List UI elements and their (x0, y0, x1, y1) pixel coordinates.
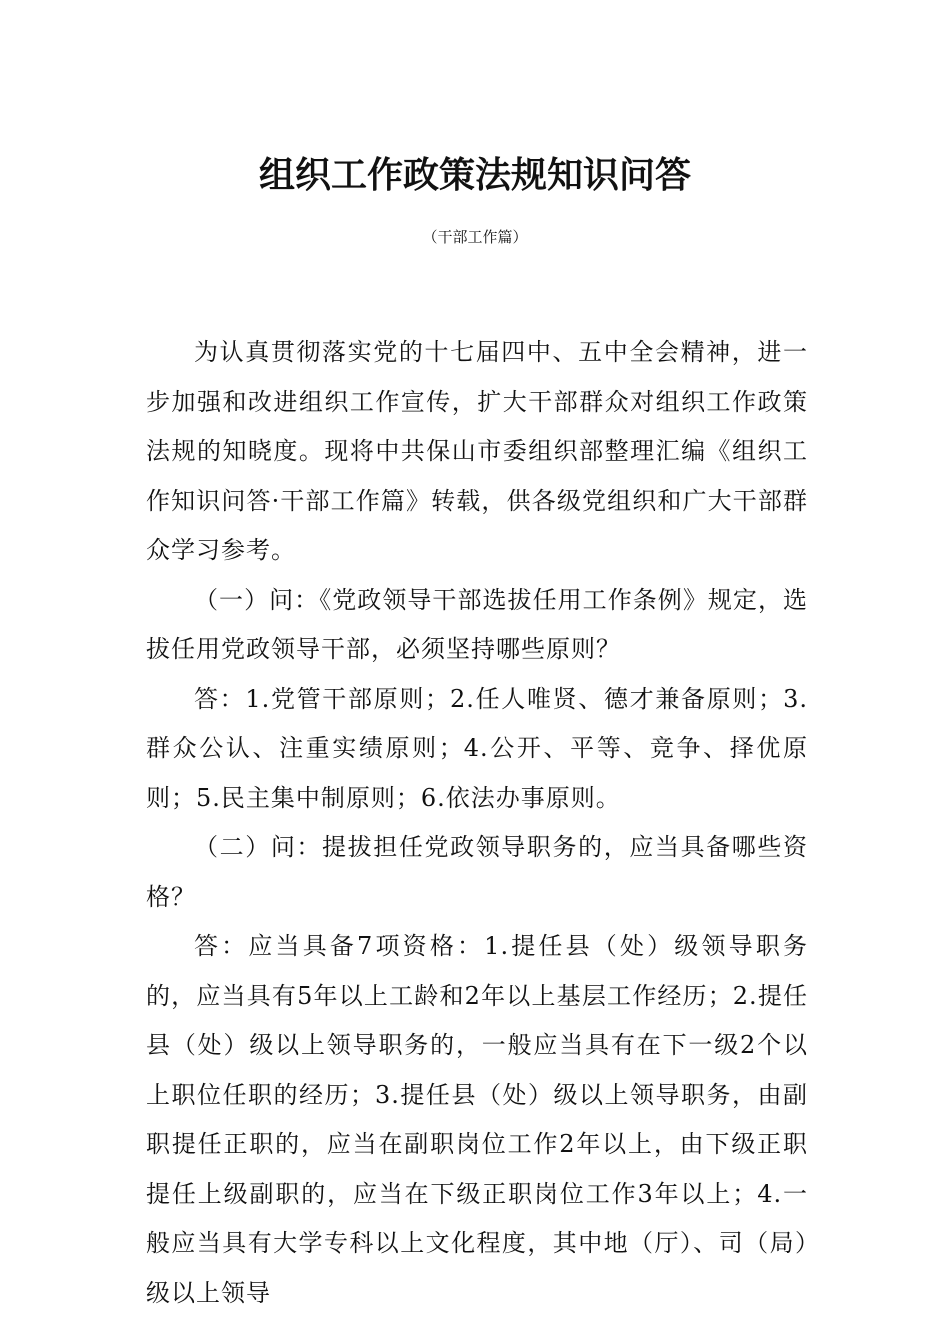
intro-paragraph: 为认真贯彻落实党的十七届四中、五中全会精神，进一步加强和改进组织工作宣传，扩大干部群众对组织工作政策法规的知晓度。现将中共保山市委组织部整理汇编《组织工作知识问答·干部工作篇》转载，供各级党组织和广大干部群众学习参考。 (146, 338, 808, 564)
document-subtitle: （干部工作篇） (422, 228, 528, 246)
answer-2-paragraph: 答：应当具备7项资格：1.提任县（处）级领导职务的，应当具有5年以上工龄和2年以上基层工作经历；2.提任县（处）级以上领导职务的，一般应当具有在下一级2个以上职位任职的经历；3.提任县（处）级以上领导职务，由副职提任正职的，应当在副职岗位工作2年以上，由下级正职提任上级副职的，应当在下级正职岗位工作3年以上；4.一般应当具有大学专科以上文化程度，其中地（厅）、司（局）级以上领导 (146, 932, 808, 1307)
document-title: 组织工作政策法规知识问答 (258, 154, 691, 196)
question-1-paragraph: （一）问：《党政领导干部选拔任用工作条例》规定，选拔任用党政领导干部，必须坚持哪些原则？ (146, 585, 808, 663)
question-2-paragraph: （二）问：提拔担任党政领导职务的，应当具备哪些资格？ (146, 833, 808, 911)
answer-1-paragraph: 答：1.党管干部原则；2.任人唯贤、德才兼备原则；3.群众公认、注重实绩原则；4.公开、平等、竞争、择优原则；5.民主集中制原则；6.依法办事原则。 (146, 684, 808, 812)
document-body (146, 328, 808, 1318)
